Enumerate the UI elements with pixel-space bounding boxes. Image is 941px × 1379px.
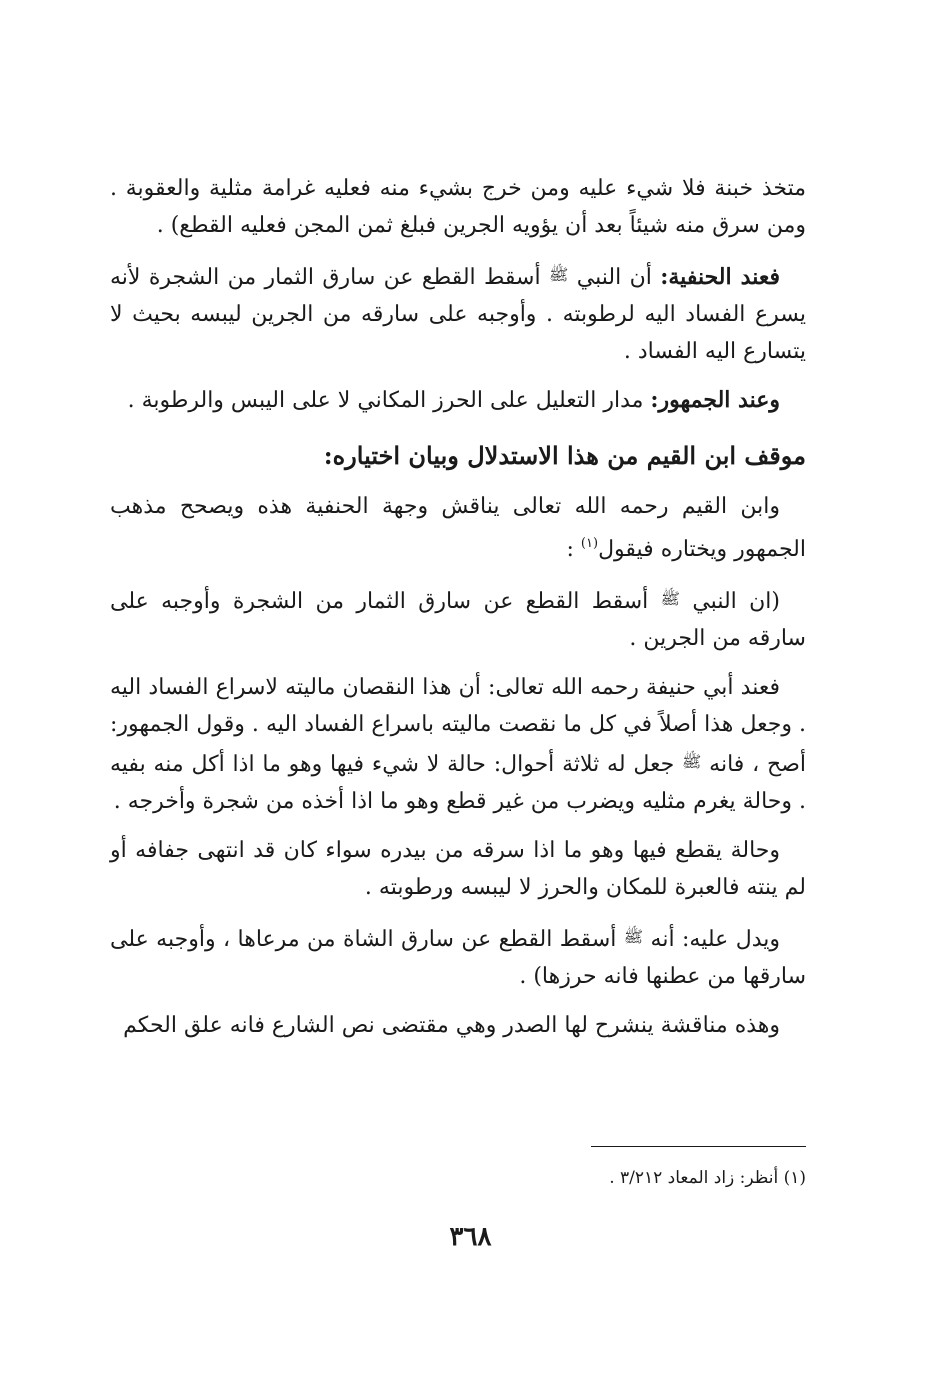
paragraph-6 (110, 669, 806, 820)
salawat-glyph: ﷺ (682, 752, 702, 771)
paragraph-2-before: أن النبي (568, 265, 661, 290)
paragraph-5 (110, 580, 806, 657)
paragraph-3 (110, 382, 806, 419)
section-heading: موقف ابن القيم من هذا الاستدلال وبيان اختياره: (323, 441, 806, 470)
paragraph-8-after: أسقط القطع عن سارق الشاة من مرعاها ، وأوجبه على سارقها من عطنها فانه حرزها) . (110, 927, 806, 989)
paragraph-5-after: أسقط القطع عن سارق الثمار من الشجرة وأوجبه على سارقه من الجرين . (110, 589, 806, 651)
paragraph-6-before: فعند أبي حنيفة رحمه الله تعالى: أن هذا النقصان ماليته لاسراع الفساد اليه . وجعل هذا أصلاً في كل ما نقصت ماليته باسراع الفساد اليه . وقول الجمهور: أصح ، فانه (110, 675, 806, 777)
paragraph-5-before: (ان النبي (679, 589, 780, 614)
paragraph-2-after: أسقط القطع عن سارق الثمار من الشجرة لأنه يسرع الفساد اليه لرطوبته . وأوجبه على سارقه من الجرين ليبسه بحيث لا يتسارع اليه الفساد . (110, 265, 806, 364)
footnote-divider (591, 1146, 806, 1147)
salawat-glyph: ﷺ (660, 589, 680, 608)
paragraph-4-text: وابن القيم رحمه الله تعالى يناقش وجهة الحنفية هذه ويصحح مذهب الجمهور ويختاره فيقول (110, 494, 806, 562)
salawat-glyph: ﷺ (549, 265, 569, 284)
main-text (110, 170, 806, 1044)
paragraph-2 (110, 256, 806, 370)
paragraph-7: وحالة يقطع فيها وهو ما اذا سرقه من بيدره سواء كان قد انتهى جفافه أو لم ينته فالعبرة للمكان والحرز لا ليبسه ورطوبته . (110, 838, 806, 900)
footnote-ref: (١) (580, 536, 599, 551)
paragraph-3-text: مدار التعليل على الحرز المكاني لا على اليبس والرطوبة . (127, 388, 651, 413)
hanafi-lead: فعند الحنفية: (660, 264, 780, 290)
page-number: ٣٦٨ (449, 1222, 492, 1252)
paragraph-9: وهذه مناقشة ينشرح لها الصدر وهي مقتضى نص الشارع فانه علق الحكم (123, 1013, 780, 1038)
paragraph-8-before: ويدل عليه: أنه (643, 927, 780, 952)
paragraph-8 (110, 918, 806, 995)
footnote: (١) أنظر: زاد المعاد ٣/٢١٢ . (609, 1168, 806, 1188)
paragraph-1: متخذ خبنة فلا شيء عليه ومن خرج بشيء منه فعليه غرامة مثلية والعقوبة . ومن سرق منه شيئاً بعد أن يؤويه الجرين فبلغ ثمن المجن فعليه القطع) . (110, 176, 806, 238)
jumhur-lead: وعند الجمهور: (650, 387, 780, 413)
paragraph-4 (110, 488, 806, 568)
paragraph-4-end: : (566, 537, 581, 562)
paragraph-6-after: جعل له ثلاثة أحوال: حالة لا شيء فيها وهو ما اذا أكل منه بفيه . وحالة يغرم مثليه ويضرب من غير قطع وهو ما اذا أخذه من شجرة وأخرجه . (110, 752, 806, 814)
salawat-glyph: ﷺ (623, 927, 644, 946)
